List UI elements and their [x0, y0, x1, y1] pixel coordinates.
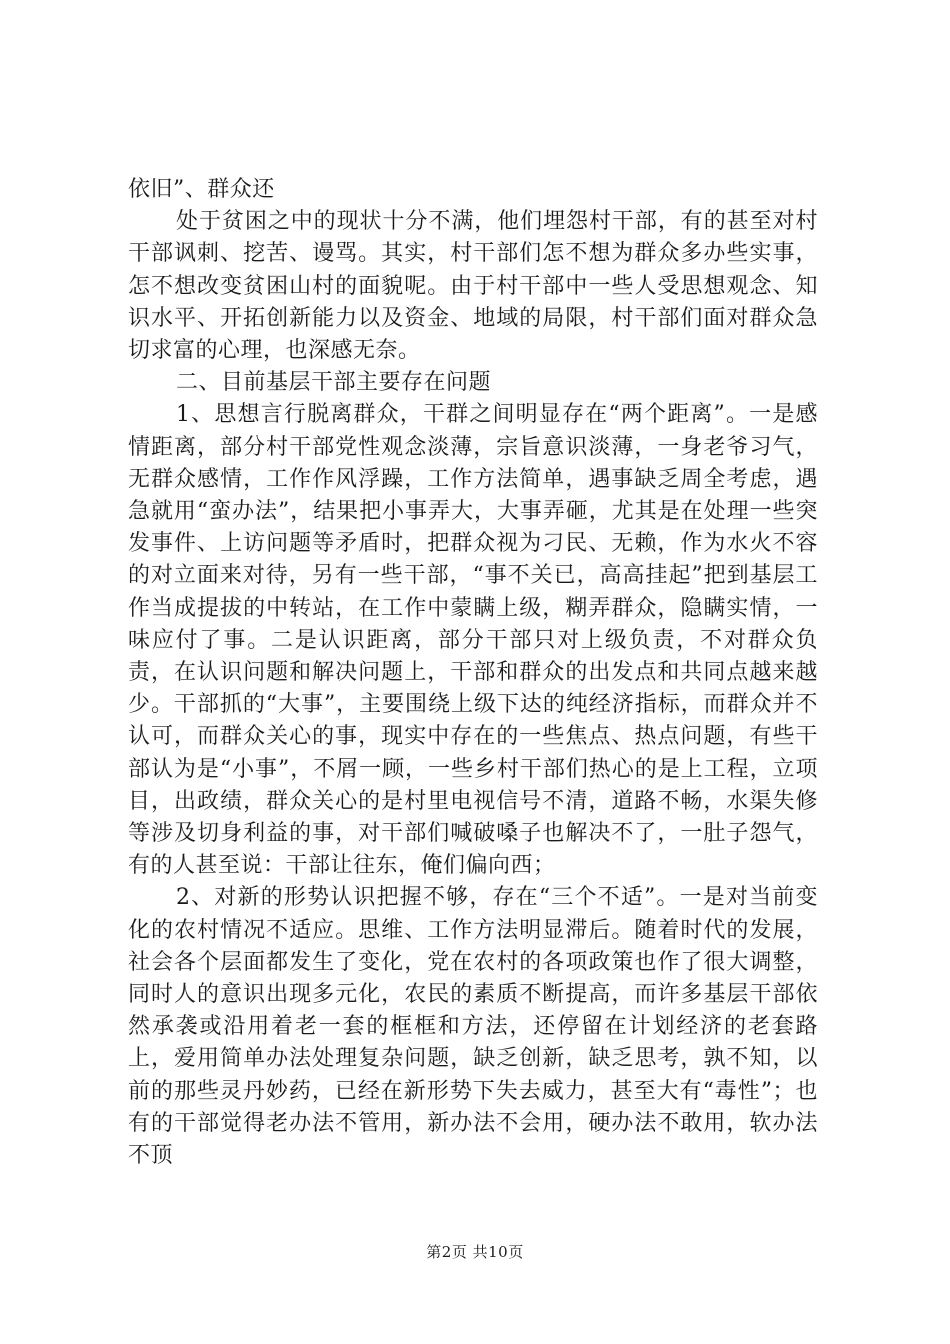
body-text — [128, 174, 818, 1172]
page-footer — [0, 1241, 950, 1262]
page-number-label: 第2页 共10页 — [426, 1243, 524, 1261]
paragraph-two-distances: 1、思想言行脱离群众，干群之间明显存在“两个距离”。一是感情距离，部分村干部党性观念淡薄，宗旨意识淡薄，一身老爷习气，无群众感情，工作作风浮躁，工作方法简单，遇事缺乏周全考虑，遇急就用“蛮办法”，结果把小事弄大，大事弄砸，尤其是在处理一些突发事件、上访问题等矛盾时，把群众视为刁民、无赖，作为水火不容的对立面来对待，另有一些干部，“事不关已，高高挂起”把到基层工作当成提拔的中转站，在工作中蒙瞒上级，糊弄群众，隐瞒实情，一味应付了事。二是认识距离，部分干部只对上级负责，不对群众负责，在认识问题和解决问题上，干部和群众的出发点和共同点越来越少。干部抓的“大事”，主要围绕上级下达的纯经济指标，而群众并不认可，而群众关心的事，现实中存在的一些焦点、热点问题，有些干部认为是“小事”，不屑一顾，一些乡村干部们热心的是上工程，立项目，出政绩，群众关心的是村里电视信号不清，道路不畅，水渠失修等涉及切身利益的事，对干部们喊破嗓子也解决不了，一肚子怨气，有的人甚至说：干部让往东，俺们偏向西； — [128, 402, 818, 879]
section-heading: 二、目前基层干部主要存在问题 — [176, 370, 492, 396]
paragraph-continuation: 依旧”、群众还 — [128, 177, 275, 202]
paragraph-poverty-discontent: 处于贫困之中的现状十分不满，他们埋怨村干部，有的甚至对村干部讽刺、挖苦、谩骂。其实，村干部们怎不想为群众多办些实事，怎不想改变贫困山村的面貌呢。由于村干部中一些人受思想观念、知识水平、开拓创新能力以及资金、地域的局限，村干部们面对群众急切求富的心理，也深感无奈。 — [128, 209, 818, 364]
paragraph-three-unfit: 2、对新的形势认识把握不够，存在“三个不适”。一是对当前变化的农村情况不适应。思维、工作方法明显滞后。随着时代的发展，社会各个层面都发生了变化，党在农村的各项政策也作了很大调整，同时人的意识出现多元化，农民的素质不断提高，而许多基层干部依然承袭或沿用着老一套的框框和方法，还停留在计划经济的老套路上，爱用简单办法处理复杂问题，缺乏创新，缺乏思考，孰不知，以前的那些灵丹妙药，已经在新形势下失去威力，甚至大有“毒性”；也有的干部觉得老办法不管用，新办法不会用，硬办法不敢用，软办法不顶 — [128, 885, 818, 1169]
